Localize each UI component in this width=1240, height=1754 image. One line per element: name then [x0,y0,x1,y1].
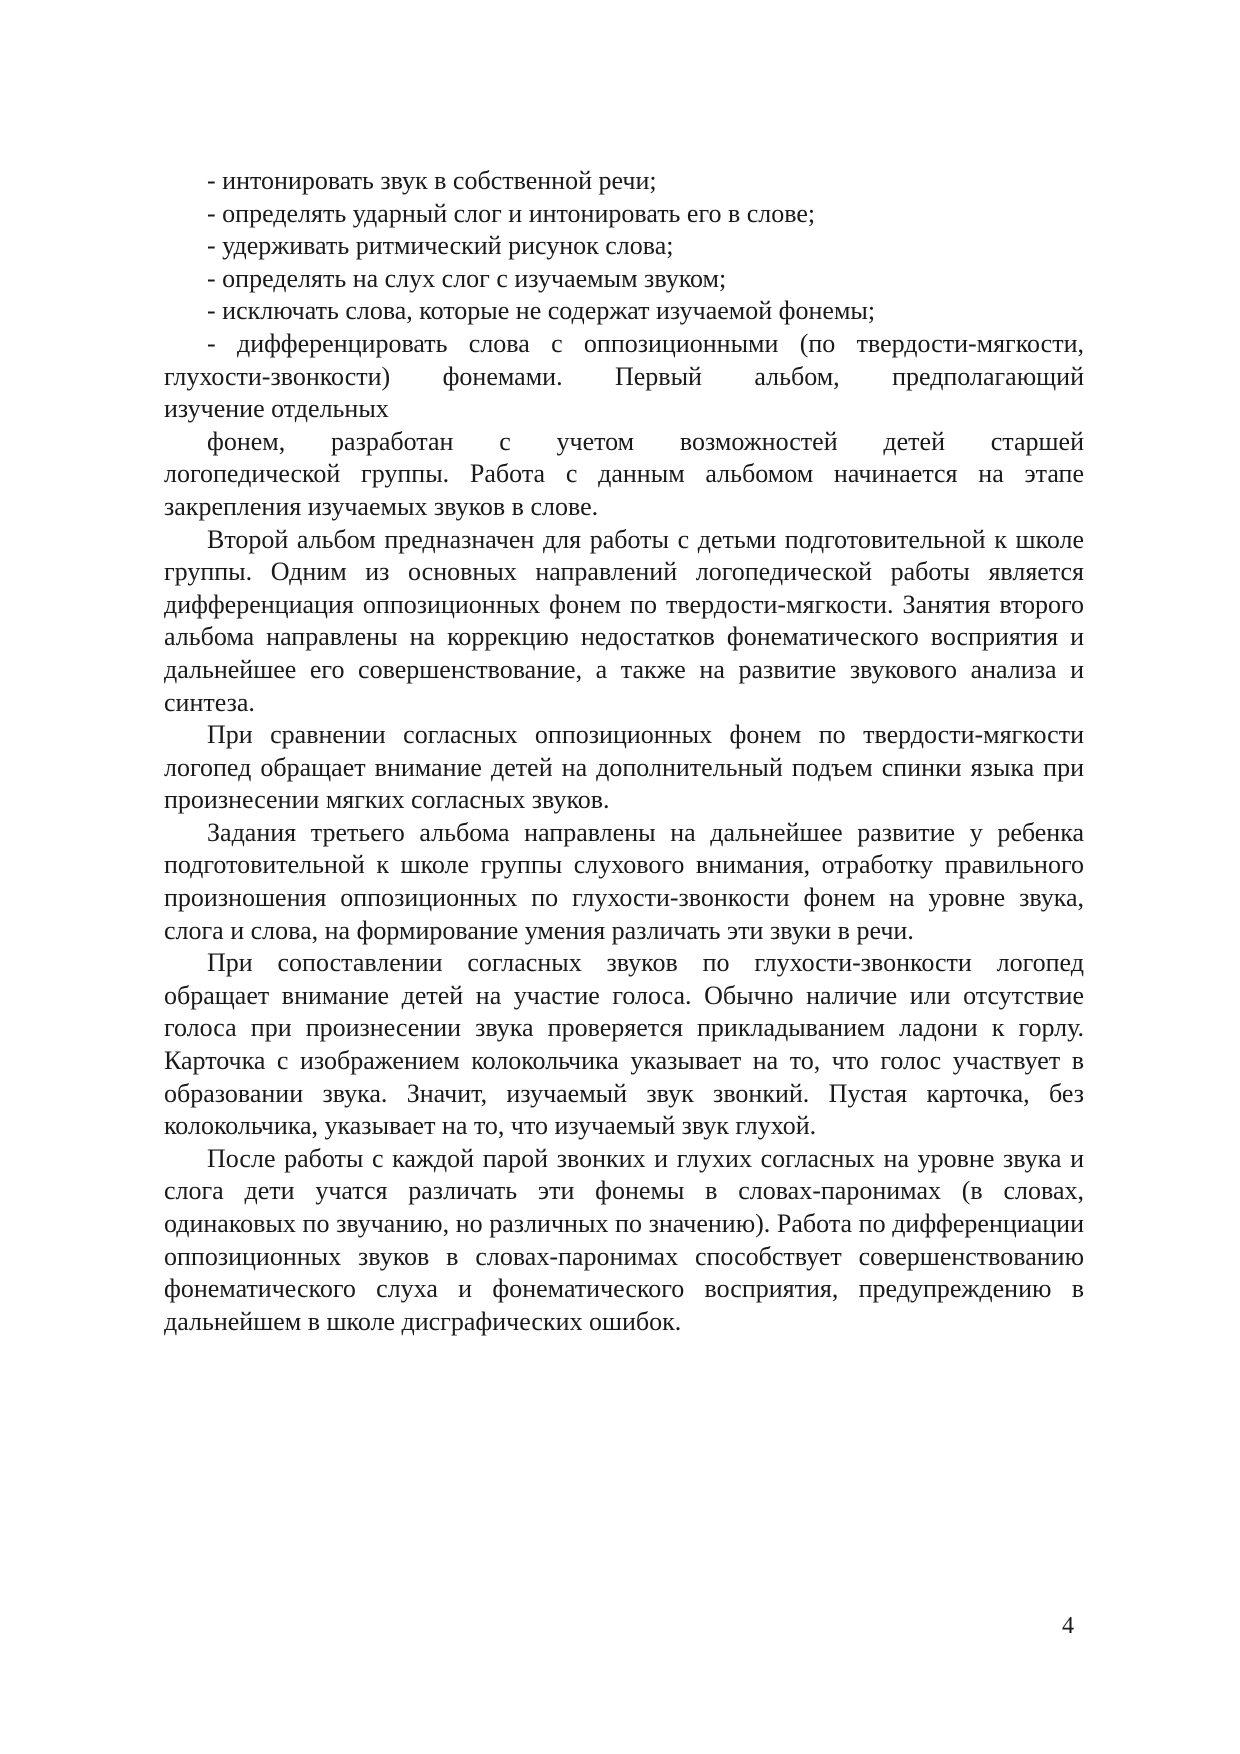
diff-item-line-3: изучение отдельных [164,394,389,424]
paragraph-album3: Задания третьего альбома направлены на дальнейшее развитие у ребенка подготовительной к школе группы слухового внимания, отработку правильного произношения оппозиционных по глухости-звонкости фонем на уровне звука, слога и слова, на формирование умения различать эти звуки в речи. [164,817,1084,945]
album1-rest: логопедической группы. Работа с данным альбомом начинается на этапе закрепления изучаемых звуков в слове. [164,459,1084,521]
paragraph-album2: Второй альбом предназначен для работы с детьми подготовительной к школе группы. Одним из основных направлений логопедической работы является дифференциация оппозиционных фонем по твердости-мягкости. Занятия второго альбома направлены на коррекцию недостатков фонематического восприятия и дальнейшее его совершенствование, а также на развитие звукового анализа и синтеза. [164,524,1084,717]
list-item: - интонировать звук в собственной речи; [207,166,657,195]
paragraph-voiced-voiceless: При сопоставлении согласных звуков по глухости-звонкости логопед обращает внимание детей на участие голоса. Обычно наличие или отсутствие голоса при произнесении звука проверяется прикладыванием ладони к горлу. Карточка с изображением колокольчика указывает на то, что голос участвует в образовании звука. Значит, изучаемый звук звонкий. Пустая карточка, без колокольчика, указывает на то, что изучаемый звук глухой. [164,948,1084,1141]
album1-line-1: фонем, разработан с учетом возможностей детей старшей [207,426,1084,456]
document-page [164,165,1084,1338]
list-item: - удерживать ритмический рисунок слова; [207,231,674,261]
paragraph-hard-soft: При сравнении согласных оппозиционных фонем по твердости-мягкости логопед обращает внимание детей на дополнительный подъем спинки языка при произнесении мягких согласных звуков. [164,720,1084,815]
diff-item-line-1: - дифференцировать слова с оппозиционными (по твердости-мягкости, [207,328,1084,358]
diff-item-line-2: глухости-звонкости) фонемами. Первый альбом, предполагающий [164,361,1084,391]
list-item: - определять ударный слог и интонировать его в слове; [207,198,816,228]
list-item: - исключать слова, которые не содержат изучаемой фонемы; [207,296,876,326]
list-item: - определять на слух слог с изучаемым звуком; [207,263,727,293]
page-number: 4 [1062,1613,1074,1639]
paragraph-paronyms: После работы с каждой парой звонких и глухих согласных на уровне звука и слога дети учатся различать эти фонемы в словах-паронимах (в словах, одинаковых по звучанию, но различных по значению). Работа по дифференциации оппозиционных звуков в словах-паронимах способствует совершенствованию фонематического слуха и фонематического восприятия, предупреждению в дальнейшем в школе дисграфических ошибок. [164,1143,1084,1336]
